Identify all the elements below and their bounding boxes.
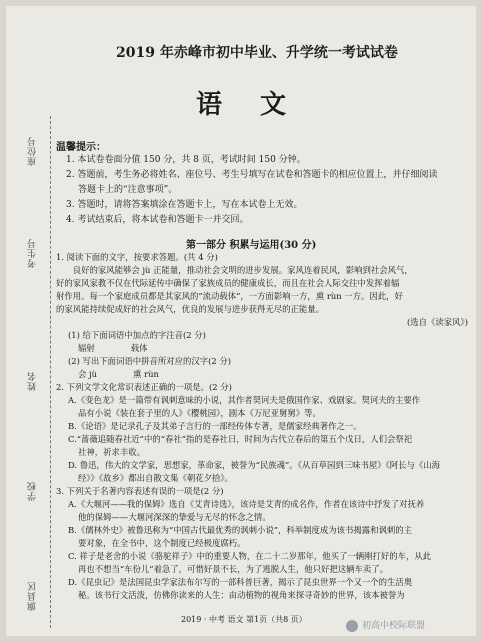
name-label: 姓名	[28, 371, 38, 391]
exam-number-label: 考生号	[28, 238, 38, 268]
subquestion-2-words	[56, 368, 468, 381]
watermark	[346, 618, 425, 632]
notice-item: 3. 答题时，请将答案填涂在答题卡上，写在本试卷上无效。	[66, 200, 303, 210]
option-line: 要对象，在全书中，这个制度已经极度腐朽。	[78, 538, 246, 548]
option-line: 他的保姆——大堰河深深的挚爱与无尽的怀念之情。	[78, 512, 271, 522]
option-line: A.《大堰河——我的保姆》选自《艾青诗选》，该诗是艾青的成名作，作者在该诗中抒发了对抚养	[68, 499, 425, 509]
option-line: D.《昆虫记》是法国昆虫学家法布尔写的一部科普巨著，揭示了昆虫世界一个又一个的生活奥	[68, 577, 413, 587]
exam-paper	[6, 6, 476, 636]
question-content	[56, 251, 468, 602]
subquestion-1-words	[56, 342, 468, 355]
word-item: 会 jù	[78, 369, 98, 379]
option-line: A.《变色龙》是一篇带有讽刺意味的小说，其作者契诃夫是俄国作家、戏剧家。契诃夫的主要作	[68, 395, 421, 405]
passage-line: 好的家风家教不仅在代际延传中确保了家族成员的健康成长，而且在社会人际交往中发挥着辐	[56, 278, 400, 288]
seat-label: 座位号	[28, 136, 38, 166]
passage-line: 射作用。每一个家庭成员都是其家风的“流动载体”，一方面影响一方，熏 rùn 一方。因此，好	[56, 291, 403, 301]
subject-title: 语文	[196, 90, 325, 120]
option-line: C. 祥子是老舍的小说《骆驼祥子》中的重要人物，在二十二岁那年，他买了一辆刚打好的车，从此	[68, 551, 432, 561]
exam-title: 2019 年赤峰市初中毕业、升学统一考试试卷	[116, 45, 398, 61]
passage-line: 良好的家风能够会 jù 正能量，推动社会文明的进步发展。家风连着民风，影响到社会风气，	[72, 265, 413, 275]
option-line: B.《儒林外史》被鲁迅称为“中国古代最优秀的讽刺小说”，科举制度成为该书揭露和讽刺的主	[68, 525, 413, 535]
district-label: 旗县区	[28, 581, 38, 611]
option-line: 秘。该书行文活泼，仿佛你读来的人生：由动植物的视角来探寻奇妙的世界，该本被誉为	[78, 590, 405, 600]
notice-list	[66, 153, 466, 228]
option-line: B.《论语》是记录孔子及其弟子言行的一部经传体专著，是儒家经典著作之一。	[68, 421, 362, 431]
watermark-text: 初高中校际联盟	[362, 621, 426, 631]
question-1-stem: 1. 阅读下面的文字，按要求答题。(共 4 分)	[56, 252, 218, 262]
notice-heading: 温馨提示：	[56, 142, 106, 153]
option-line: 经》》《故乡》都出自散文集《朝花夕拾》。	[78, 473, 233, 483]
question-3-stem: 3. 下列关于名著内容表述有误的一项是(2 分)	[56, 486, 224, 496]
wechat-icon	[346, 620, 358, 632]
word-item: 载体	[130, 343, 148, 353]
option-line: 再也不想当“车份儿”着急了，可惜好景不长，为了逃脱人生，他只好把这辆车卖了。	[78, 564, 389, 574]
school-label: 学校	[28, 481, 38, 501]
notice-item: 答题卡上的“注意事项”。	[78, 185, 178, 195]
notice-item: 1. 本试卷卷面分值 150 分，共 8 页，考试时间 150 分钟。	[66, 155, 306, 165]
word-item: 辐射	[78, 343, 95, 353]
passage-source: (选自《读家风》)	[407, 317, 468, 327]
part-heading: 第一部分 积累与运用(30 分)	[186, 240, 317, 251]
notice-item: 4. 考试结束后，将本试卷和答题卡一并交回。	[66, 215, 249, 225]
subquestion-1: (1) 给下面词语中加点的字注音(2 分)	[68, 330, 206, 340]
option-line: 品有小说《装在套子里的人》《樱桃园》，剧本《万尼亚舅舅》等。	[78, 408, 321, 418]
question-2-stem: 2. 下列文学文化常识表述正确的一项是。(2 分)	[56, 382, 232, 392]
word-item: 熏 rùn	[133, 369, 159, 379]
option-line: D. 鲁迅，伟大的文学家，思想家，革命家，被誉为“民族魂”。《从百草园到三味书屋》《阿长与《山海	[68, 460, 441, 470]
option-line: C.“蔷薇追随春社近”中的“春社”指的是春社日，时间为古代立春后的第五个戊日，人们会祭祀	[68, 434, 413, 444]
passage-line: 的家风能持续促成好的社会风气，优良的发展与进步获得无尽的正能量。	[56, 304, 324, 314]
subquestion-2: (2) 写出下面词语中拼音所对应的汉字(2 分)	[68, 356, 232, 366]
page-footer: 2019 · 中考 语文 第1页（共8 页）	[181, 615, 307, 624]
binding-line	[50, 116, 51, 628]
option-line: 社神，祈求丰收。	[78, 447, 145, 457]
notice-item: 2. 答题前，考生务必将姓名、座位号、考生号填写在试卷和答题卡的相应位置上，并仔细阅读	[66, 170, 438, 180]
